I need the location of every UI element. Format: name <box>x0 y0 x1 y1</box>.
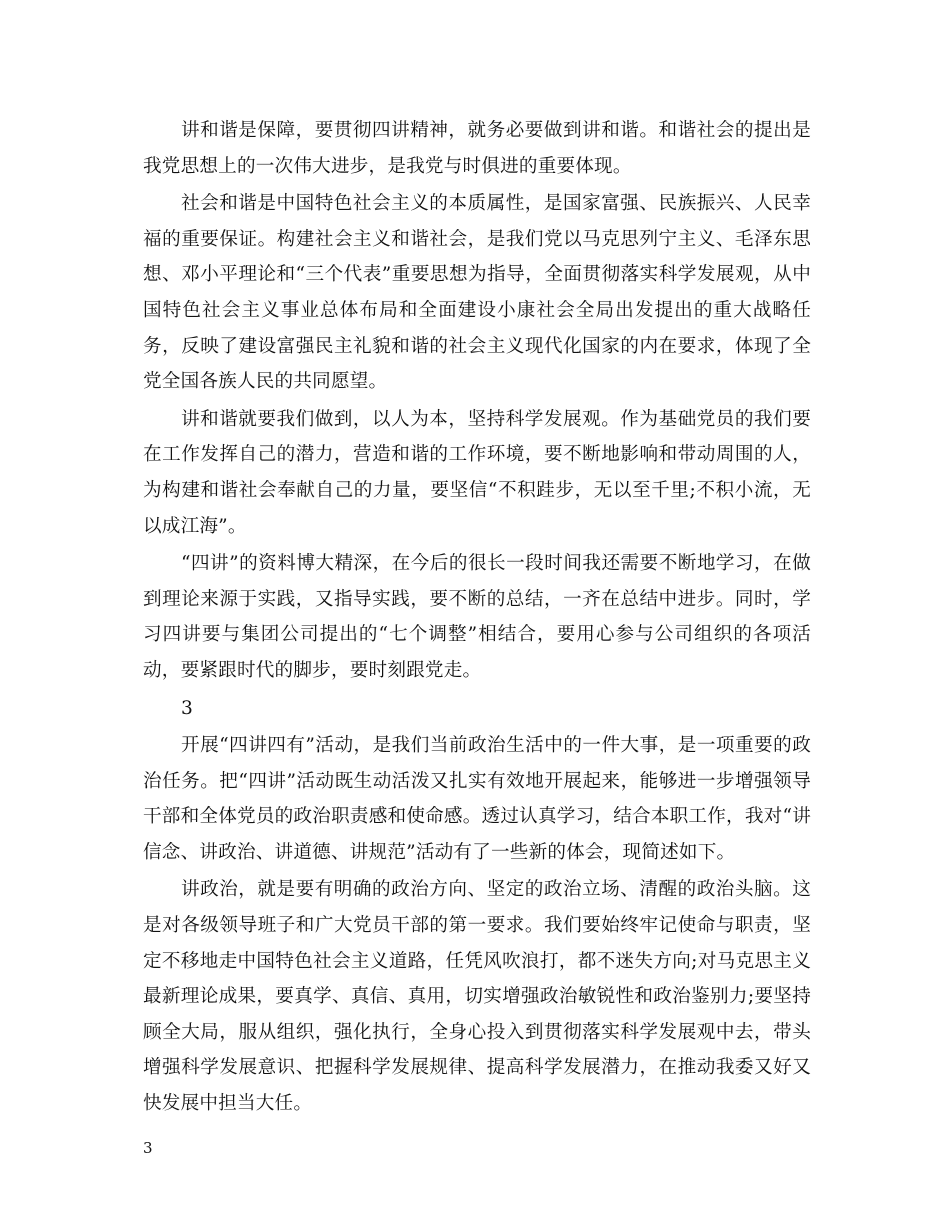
paragraph-harmony-guarantee: 讲和谐是保障，要贯彻四讲精神，就务必要做到讲和谐。和谐社会的提出是我党思想上的一次伟大进步，是我党与时俱进的重要体现。 <box>143 120 811 177</box>
page-number: 3 <box>143 1139 153 1157</box>
document-body <box>143 113 811 1124</box>
paragraph-four-talks-content: “四讲”的资料博大精深，在今后的很长一段时间我还需要不断地学习，在做到理论来源于实践，又指导实践，要不断的总结，一齐在总结中进步。同时，学习四讲要与集团公司提出的“七个调整”相结合，要用心参与公司组织的各项活动，要紧跟时代的脚步，要时刻跟党走。 <box>143 553 811 681</box>
section-number: 3 <box>181 697 194 719</box>
paragraph-four-talks-activity: 开展“四讲四有”活动，是我们当前政治生活中的一件大事，是一项重要的政治任务。把“四讲”活动既生动活泼又扎实有效地开展起来，能够进一步增强领导干部和全体党员的政治职责感和使命感。透过认真学习，结合本职工作，我对“讲信念、讲政治、讲道德、讲规范”活动有了一些新的体会，现简述如下。 <box>143 735 811 863</box>
paragraph-people-oriented: 讲和谐就要我们做到，以人为本，坚持科学发展观。作为基础党员的我们要在工作发挥自己的潜力，营造和谐的工作环境，要不断地影响和带动周围的人，为构建和谐社会奉献自己的力量，要坚信“不积跬步，无以至千里;不积小流，无以成江海”。 <box>143 408 811 537</box>
paragraph-social-harmony: 社会和谐是中国特色社会主义的本质属性，是国家富强、民族振兴、人民幸福的重要保证。构建社会主义和谐社会，是我们党以马克思列宁主义、毛泽东思想、邓小平理论和“三个代表”重要思想为指导，全面贯彻落实科学发展观，从中国特色社会主义事业总体布局和全面建设小康社会全局出发提出的重大战略任务，反映了建设富强民主礼貌和谐的社会主义现代化国家的内在要求，体现了全党全国各族人民的共同愿望。 <box>143 193 811 393</box>
paragraph-talk-politics: 讲政治，就是要有明确的政治方向、坚定的政治立场、清醒的政治头脑。这是对各级领导班子和广大党员干部的第一要求。我们要始终牢记使命与职责，坚定不移地走中国特色社会主义道路，任凭风吹浪打，都不迷失方向;对马克思主义最新理论成果，要真学、真信、真用，切实增强政治敏锐性和政治鉴别力;要坚持顾全大局，服从组织，强化执行，全身心投入到贯彻落实科学发展观中去，带头增强科学发展意识、把握科学发展规律、提高科学发展潜力，在推动我委又好又快发展中担当大任。 <box>143 879 811 1115</box>
